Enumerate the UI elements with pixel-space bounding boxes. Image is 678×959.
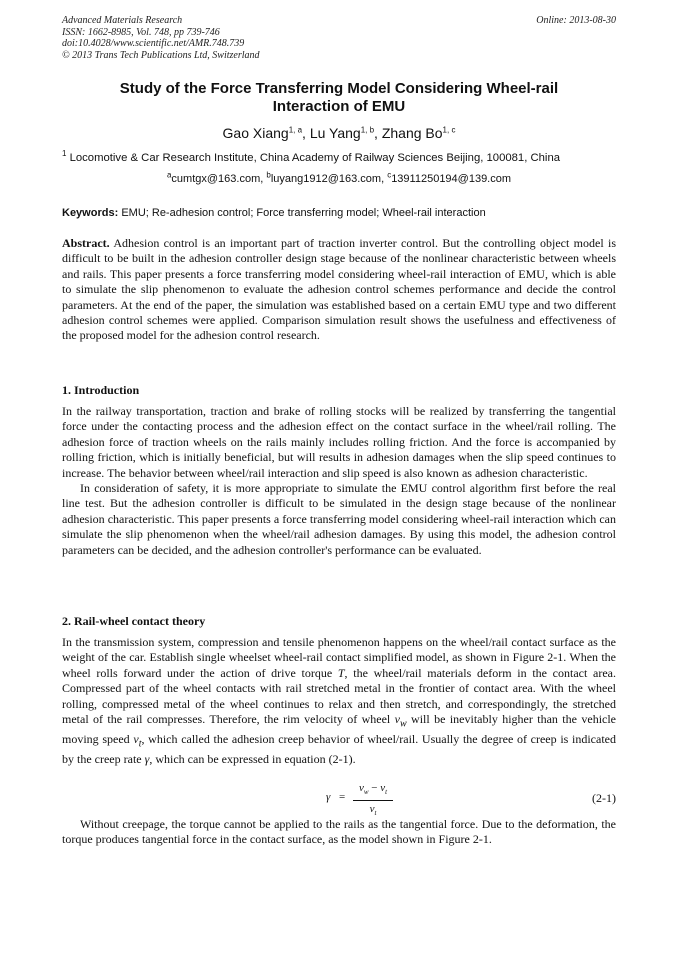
section-heading-contact-theory: 2. Rail-wheel contact theory (62, 614, 206, 628)
keywords (62, 206, 616, 220)
author-name: Gao Xiang (222, 125, 289, 141)
author-name: Lu Yang (309, 125, 361, 141)
email-address[interactable]: luyang1912@163.com (270, 173, 382, 185)
paragraph: In the railway transportation, traction and brake of rolling stocks will be realized by transferring the tangential force under the contacting process and the adhesion effect on the contact surface in the wheel/rail rolling. The adhesion force of traction wheels on the rails mainly includes rolling friction. And the force is accompanied by rolling friction, which is initially beneficial, but will results in adhesion damages when the slip speed continues to increase. The behavior between wheel/rail interaction and slip speed is also known as adhesion characteristic. (62, 404, 616, 480)
equation-numerator: $v_w - v_t$ (358, 782, 388, 797)
section-heading-introduction: 1. Introduction (62, 383, 140, 397)
online-date: Online: 2013-08-30 (536, 15, 616, 26)
contact-theory-continued (62, 817, 616, 848)
title-line-1: Study of the Force Transferring Model Considering Wheel-rail (119, 80, 559, 97)
equation-fraction (353, 782, 393, 820)
issn-line: ISSN: 1662-8985, Vol. 748, pp 739-746 (62, 26, 220, 38)
email-address[interactable]: 13911250194@139.com (391, 173, 512, 185)
email-sup: a (166, 170, 172, 180)
journal-name: Advanced Materials Research (62, 15, 183, 26)
affiliation (62, 151, 616, 165)
email-sup: b (266, 170, 271, 180)
email-sup: c (387, 170, 392, 180)
author-sup: 1, a (288, 125, 303, 135)
email-address[interactable]: cumtgx@163.com (171, 173, 261, 185)
abstract-label: Abstract. (62, 236, 110, 250)
author-sup: 1, c (442, 125, 456, 135)
paragraph: In consideration of safety, it is more appropriate to simulate the EMU control algorithm first before the real line test. But the adhesion controller is difficult to be simulated in the design stage because of the nonlinear adhesion characteristic. This paper presents a force transferring model considering wheel-rail interaction which can simulate the slip phenomenon when the wheel/rail adhesion damages. By using this model, the adhesion control parameters can be decided, and the adhesion controller's performance can be evaluated. (62, 481, 616, 557)
author-name: Zhang Bo (381, 125, 443, 141)
paragraph: In the transmission system, compression and tensile phenomenon happens on the wheel/rail contact surface as the weight of the car. Establish single wheelset wheel-rail contact simplified model, as shown in Figure 2-1. When the wheel rolls forward under the action of drive torque T, the wheel/rail materials deform in the contact area. Compressed part of the wheel contacts with rail stretched metal in the frontier of contact area. With the wheel rolling, compressed metal of the wheel continues to relax and then stretch, and correspondingly, the stretched metal of the rail compresses. Therefore, the rim velocity of wheel $v_w$ will be inevitably higher than the vehicle moving speed $v_t$, which called the adhesion creep behavior of wheel/rail. Usually the degree of creep is indicated by the creep rate γ, which can be expressed in equation (2-1). (62, 635, 617, 766)
affiliation-text: Locomotive & Car Research Institute, China Academy of Railway Sciences Beijing, 100081, China (69, 152, 561, 164)
equation-denominator: $v_t$ (369, 803, 377, 818)
paper-title (62, 80, 616, 116)
equation-equals: = (339, 791, 346, 803)
equation-lhs: γ (326, 791, 331, 803)
introduction-body (62, 404, 616, 558)
doi-line[interactable]: doi:10.4028/www.scientific.net/AMR.748.739 (62, 38, 245, 49)
equation-label: (2-1) (592, 791, 616, 805)
title-line-2: Interaction of EMU (272, 98, 406, 115)
keywords-text: EMU; Re-adhesion control; Force transferring model; Wheel-rail interaction (121, 207, 486, 219)
author-sup: 1, b (360, 125, 375, 135)
fraction-bar (353, 800, 393, 801)
paragraph: Without creepage, the torque cannot be applied to the rails as the tangential force. Due to the deformation, the torque produces tangential force in the contact surface, as the model shown in Figure 2-1. (62, 817, 616, 847)
email-list: $^a$cumtgx@163.com, $^b$luyang1912@163.com, $^c$13911250194@139.com (166, 170, 512, 185)
copyright-line: © 2013 Trans Tech Publications Ltd, Switzerland (62, 49, 260, 61)
contact-theory-body (62, 635, 616, 767)
abstract (62, 236, 616, 344)
affiliation-sup: 1 (62, 149, 67, 159)
equation-2-1 (62, 782, 616, 818)
abstract-text: Adhesion control is an important part of traction inverter control. But the controlling object model is difficult to be built in the adhesion controller design stage because of the nonlinear characteristic between wheels and rails. This paper presents a force transferring model considering wheel-rail interaction of EMU, which is able to simulate the slip phenomenon to evaluate the adhesion control schemes performance and decide the control parameters. At the end of the paper, the simulation was established based on a certain EMU type and two different adhesion control schemes were applied. Comparison simulation result shows the usefulness and effectiveness of the proposed model for the adhesion control research. (62, 236, 616, 343)
author-list: Gao Xiang$^{1, a}$, Lu Yang$^{1, b}$, Zhang Bo$^{1, c}$ (222, 125, 456, 141)
journal-header (62, 15, 616, 61)
keywords-label: Keywords: (62, 207, 119, 219)
